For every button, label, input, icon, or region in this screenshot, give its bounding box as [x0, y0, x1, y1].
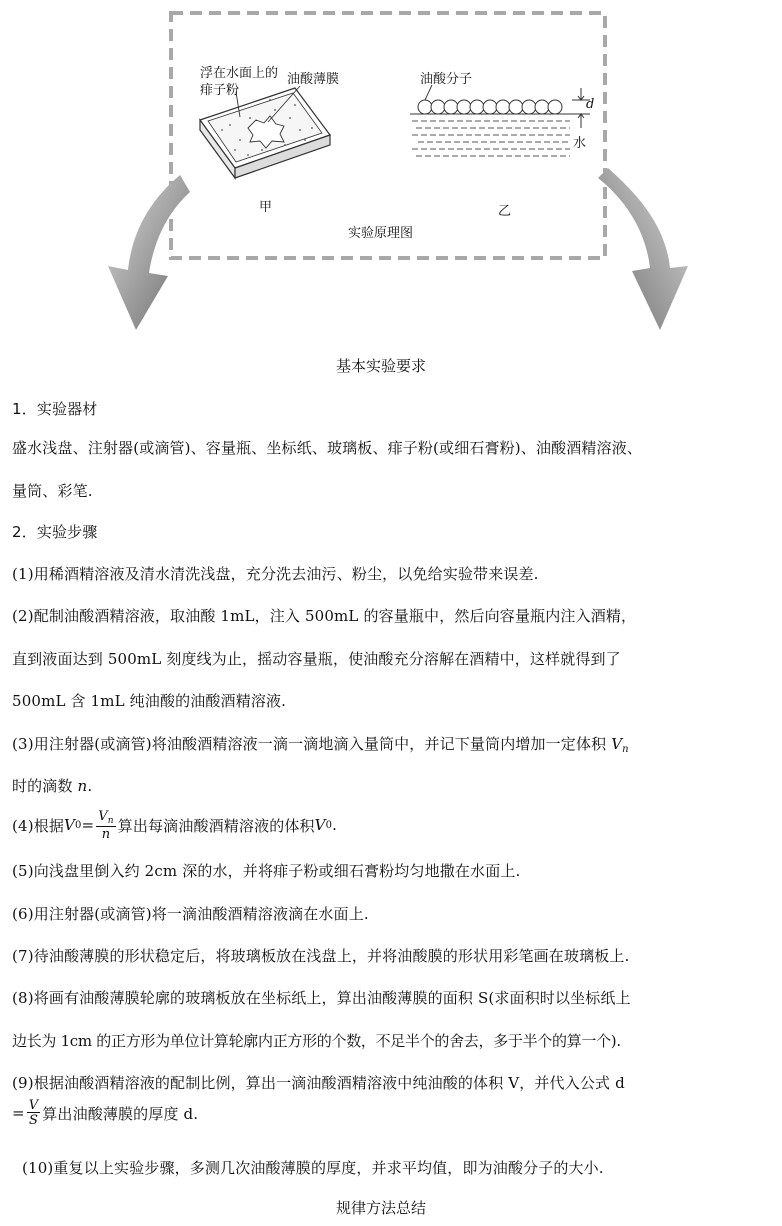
equals-sign-2: =: [12, 1104, 25, 1122]
step-9-post: 算出油酸薄膜的厚度 d.: [42, 1104, 199, 1123]
frac2-den: S: [28, 1113, 39, 1128]
fraction-vn-over-n: [96, 810, 116, 841]
step-2-line-3: 500mL 含 1mL 纯油酸的油酸酒精溶液.: [12, 692, 287, 710]
frac-num-sub: n: [107, 815, 114, 826]
diagram-caption: 实验原理图: [348, 226, 414, 241]
experiment-principle-diagram: [0, 0, 782, 340]
var-v0-end: V: [314, 816, 326, 834]
step-3-line-1: [12, 733, 629, 755]
step-8-line-2: 边长为 1cm 的正方形为单位计算轮廓内正方形的个数，不足半个的舍去，多于半个的算一个).: [12, 1032, 621, 1050]
step-3-line-2: [12, 775, 92, 796]
step-5: (5)向浅盘里倒入约 2cm 深的水，并将痱子粉或细石膏粉均匀地撒在水面上.: [12, 862, 521, 880]
var-v0: V: [64, 816, 75, 834]
step-10: (10)重复以上实验步骤，多测几次油酸薄膜的厚度，并求平均值，即为油酸分子的大小.: [22, 1159, 604, 1177]
frac2-num: V: [28, 1098, 39, 1113]
var-sub-0-end: 0: [325, 819, 333, 831]
molecule-pointer: [425, 85, 432, 100]
left-curved-arrow: [108, 175, 190, 330]
step-4-post: 算出每滴油酸酒精溶液的体积: [117, 816, 315, 835]
equals-sign: =: [81, 816, 95, 834]
powder-label: 浮在水面上的: [200, 66, 279, 81]
frac-den: n: [101, 826, 111, 842]
molecule-row: [418, 100, 562, 114]
var-sub-0: 0: [74, 819, 82, 831]
step-2-line-2: 直到液面达到 500mL 刻度线为止，摇动容量瓶，使油酸充分溶解在酒精中，这样就得到了: [12, 650, 621, 668]
molecule-label: 油酸分子: [420, 72, 473, 87]
equipment-line-1: 盛水浅盘、注射器(或滴管)、容量瓶、坐标纸、玻璃板、痱子粉(或细石膏粉)、油酸酒精溶液、: [12, 439, 643, 457]
step-6: (6)用注射器(或滴管)将一滴油酸酒精溶液滴在水面上.: [12, 905, 369, 923]
step-3-text: (3)用注射器(或滴管)将油酸酒精溶液一滴一滴地滴入量筒中，并记下量筒内增加一定体积: [12, 735, 612, 753]
step-3b-end: .: [87, 777, 93, 795]
water-label: 水: [573, 136, 587, 151]
step-4-pre: (4)根据: [12, 816, 64, 835]
thickness-d-label: d: [586, 97, 595, 112]
step-4: [12, 805, 337, 845]
step-8-line-1: (8)将画有油酸薄膜轮廓的玻璃板放在坐标纸上，算出油酸薄膜的面积 S(求面积时以坐标纸上: [12, 989, 631, 1007]
frac-num: V: [98, 808, 108, 824]
fraction-v-over-s: [27, 1099, 41, 1127]
principle-figure: [0, 0, 782, 340]
equipment-heading: 1．实验器材: [12, 400, 98, 418]
water-dashes: [412, 121, 570, 156]
figure-yi-label: 乙: [498, 204, 512, 219]
step-2-line-1: (2)配制油酸酒精溶液，取油酸 1mL，注入 500mL 的容量瓶中，然后向容量瓶内注入酒精，: [12, 607, 637, 625]
film-label: 油酸薄膜: [287, 72, 340, 87]
var-sub-n: n: [622, 744, 629, 755]
step-9-line-2: [12, 1093, 198, 1133]
right-curved-arrow: [598, 168, 688, 330]
step-1: (1)用稀酒精溶液及清水清洗浅盘，充分洗去油污、粉尘，以免给实验带来误差.: [12, 565, 539, 583]
powder-label-2: 痱子粉: [200, 83, 240, 98]
var-n: n: [77, 777, 88, 795]
step-7: (7)待油酸薄膜的形状稳定后，将玻璃板放在浅盘上，并将油酸膜的形状用彩笔画在玻璃板上.: [12, 947, 630, 965]
var-v: V: [611, 735, 623, 753]
equipment-line-2: 量筒、彩笔.: [12, 482, 93, 500]
step-4-end: .: [332, 816, 338, 834]
step-3b-text: 时的滴数: [12, 777, 78, 795]
footer-title: 规律方法总结: [336, 1199, 427, 1217]
step-9-line-1: (9)根据油酸酒精溶液的配制比例，算出一滴油酸酒精溶液中纯油酸的体积 V，并代入公式 d: [12, 1074, 625, 1092]
section-title: 基本实验要求: [336, 357, 427, 375]
steps-heading: 2．实验步骤: [12, 523, 98, 541]
figure-jia-label: 甲: [259, 200, 273, 215]
